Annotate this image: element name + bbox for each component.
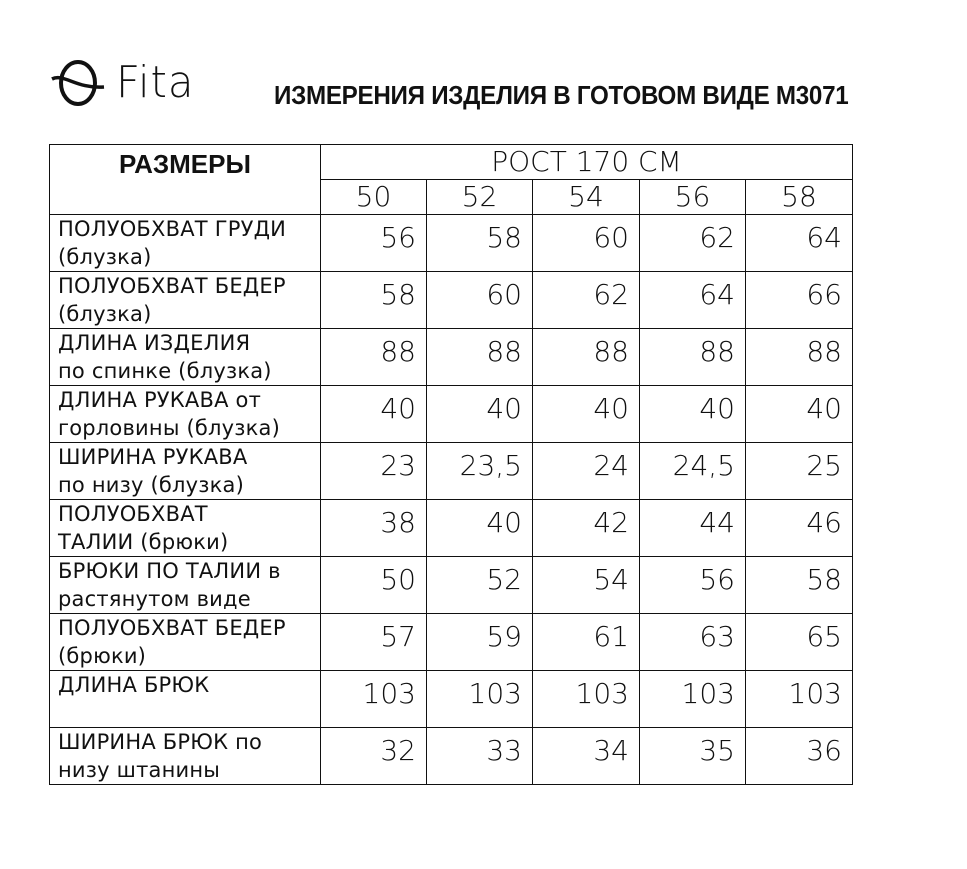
value-cell: 46 bbox=[746, 500, 853, 557]
value-cell: 62 bbox=[533, 272, 640, 329]
measurement-name bbox=[50, 614, 321, 671]
measurement-name bbox=[50, 671, 321, 728]
value-cell: 65 bbox=[746, 614, 853, 671]
value-cell: 52 bbox=[427, 557, 533, 614]
value-cell: 88 bbox=[533, 329, 640, 386]
value-cell: 61 bbox=[533, 614, 640, 671]
value-cell: 59 bbox=[427, 614, 533, 671]
header-row-height bbox=[50, 145, 853, 180]
measurement-name bbox=[50, 500, 321, 557]
value-cell: 57 bbox=[321, 614, 427, 671]
value-cell: 36 bbox=[746, 728, 853, 785]
size-header: 54 bbox=[533, 180, 640, 215]
fita-theta-icon bbox=[50, 59, 106, 107]
value-cell: 60 bbox=[427, 272, 533, 329]
value-cell: 88 bbox=[321, 329, 427, 386]
name-line: растянутом виде bbox=[58, 587, 251, 611]
table-row bbox=[50, 500, 853, 557]
name-line: (блузка) bbox=[58, 245, 152, 269]
value-cell: 40 bbox=[640, 386, 746, 443]
sizes-header: РАЗМЕРЫ bbox=[50, 145, 321, 215]
value-cell: 88 bbox=[746, 329, 853, 386]
value-cell: 56 bbox=[321, 215, 427, 272]
value-cell: 40 bbox=[427, 386, 533, 443]
name-line: горловины (блузка) bbox=[58, 416, 280, 440]
table-row bbox=[50, 614, 853, 671]
height-header: РОСТ 170 СМ bbox=[321, 145, 853, 180]
value-cell: 64 bbox=[746, 215, 853, 272]
table-row bbox=[50, 671, 853, 728]
size-header: 50 bbox=[321, 180, 427, 215]
measurement-name bbox=[50, 728, 321, 785]
size-header: 56 bbox=[640, 180, 746, 215]
value-cell: 32 bbox=[321, 728, 427, 785]
size-chart-table bbox=[49, 144, 853, 785]
value-cell: 103 bbox=[427, 671, 533, 728]
value-cell: 88 bbox=[427, 329, 533, 386]
value-cell: 38 bbox=[321, 500, 427, 557]
brand-logo bbox=[50, 58, 199, 108]
name-line bbox=[58, 699, 320, 727]
document-title: ИЗМЕРЕНИЯ ИЗДЕЛИЯ В ГОТОВОМ ВИДЕ М3071 bbox=[274, 80, 849, 110]
value-cell: 24,5 bbox=[640, 443, 746, 500]
table-row bbox=[50, 728, 853, 785]
value-cell: 58 bbox=[321, 272, 427, 329]
name-line: ТАЛИИ (брюки) bbox=[58, 530, 229, 554]
value-cell: 24 bbox=[533, 443, 640, 500]
measurement-name bbox=[50, 215, 321, 272]
name-line: (брюки) bbox=[58, 644, 147, 668]
value-cell: 50 bbox=[321, 557, 427, 614]
value-cell: 23,5 bbox=[427, 443, 533, 500]
value-cell: 56 bbox=[640, 557, 746, 614]
value-cell: 40 bbox=[746, 386, 853, 443]
table-row bbox=[50, 386, 853, 443]
value-cell: 103 bbox=[321, 671, 427, 728]
measurement-name bbox=[50, 272, 321, 329]
name-line: БРЮКИ ПО ТАЛИИ в bbox=[58, 559, 281, 583]
name-line: ДЛИНА РУКАВА от bbox=[58, 388, 262, 412]
name-line: ДЛИНА БРЮК bbox=[58, 673, 210, 697]
value-cell: 35 bbox=[640, 728, 746, 785]
value-cell: 40 bbox=[321, 386, 427, 443]
table-row bbox=[50, 272, 853, 329]
value-cell: 33 bbox=[427, 728, 533, 785]
brand-name: Fita bbox=[116, 57, 195, 108]
value-cell: 23 bbox=[321, 443, 427, 500]
name-line: по спинке (блузка) bbox=[58, 359, 272, 383]
value-cell: 58 bbox=[427, 215, 533, 272]
name-line: ШИРИНА РУКАВА bbox=[58, 445, 248, 469]
value-cell: 62 bbox=[640, 215, 746, 272]
value-cell: 42 bbox=[533, 500, 640, 557]
name-line: ПОЛУОБХВАТ БЕДЕР bbox=[58, 274, 286, 298]
value-cell: 66 bbox=[746, 272, 853, 329]
value-cell: 58 bbox=[746, 557, 853, 614]
value-cell: 60 bbox=[533, 215, 640, 272]
size-header: 52 bbox=[427, 180, 533, 215]
measurement-name bbox=[50, 443, 321, 500]
measurement-name bbox=[50, 386, 321, 443]
size-header: 58 bbox=[746, 180, 853, 215]
value-cell: 103 bbox=[640, 671, 746, 728]
value-cell: 54 bbox=[533, 557, 640, 614]
value-cell: 34 bbox=[533, 728, 640, 785]
name-line: ДЛИНА ИЗДЕЛИЯ bbox=[58, 331, 251, 355]
value-cell: 88 bbox=[640, 329, 746, 386]
table-row bbox=[50, 215, 853, 272]
value-cell: 40 bbox=[533, 386, 640, 443]
table-row bbox=[50, 443, 853, 500]
value-cell: 25 bbox=[746, 443, 853, 500]
value-cell: 103 bbox=[533, 671, 640, 728]
name-line: ШИРИНА БРЮК по bbox=[58, 730, 263, 754]
name-line: (блузка) bbox=[58, 302, 152, 326]
name-line: низу штанины bbox=[58, 758, 221, 782]
table-row bbox=[50, 329, 853, 386]
value-cell: 63 bbox=[640, 614, 746, 671]
value-cell: 44 bbox=[640, 500, 746, 557]
name-line: ПОЛУОБХВАТ ГРУДИ bbox=[58, 217, 287, 241]
name-line: ПОЛУОБХВАТ bbox=[58, 502, 208, 526]
name-line: ПОЛУОБХВАТ БЕДЕР bbox=[58, 616, 286, 640]
value-cell: 64 bbox=[640, 272, 746, 329]
measurement-name bbox=[50, 557, 321, 614]
name-line: по низу (блузка) bbox=[58, 473, 245, 497]
value-cell: 40 bbox=[427, 500, 533, 557]
table-row bbox=[50, 557, 853, 614]
measurement-name bbox=[50, 329, 321, 386]
value-cell: 103 bbox=[746, 671, 853, 728]
